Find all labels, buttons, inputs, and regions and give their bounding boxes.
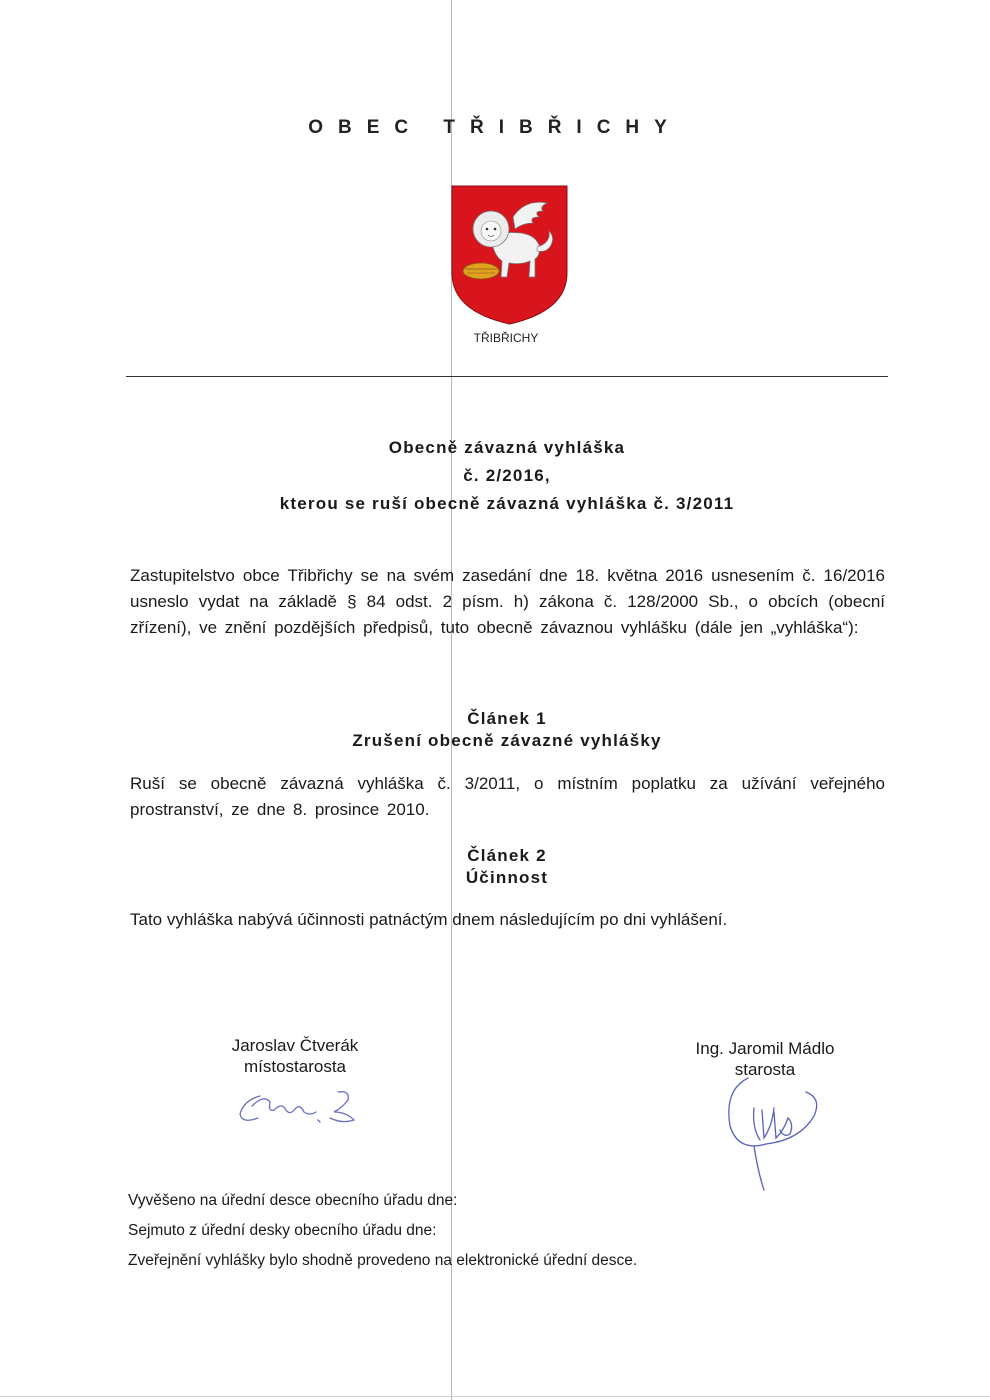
document-subtitle: kterou se ruší obecně závazná vyhláška č. 3/2011 — [279, 494, 735, 513]
crest-caption: TŘIBŘICHY — [473, 331, 539, 345]
article-2-heading: Účinnost — [465, 868, 549, 887]
article-1-number: Článek 1 — [467, 709, 547, 728]
handwritten-signature-icon — [718, 1068, 828, 1193]
article-1-heading: Zrušení obecně závazné vyhlášky — [352, 731, 662, 750]
footer-electronic: Zveřejnění vyhlášky bylo shodně provedeno na elektronické úřední desce. — [128, 1252, 638, 1269]
signature-block-deputy — [190, 1035, 400, 1077]
article-2-number: Článek 2 — [467, 846, 547, 865]
mayor-role: starosta — [734, 1060, 796, 1079]
intro-paragraph: Zastupitelstvo obce Třibřichy se na svém zasedání dne 18. května 2016 usnesením č. 16/2016 usneslo vydat na základě § 84 odst. 2 písm. h) zákona č. 128/2000 Sb., o obcích (obecní zřízení), ve znění pozdějších předpisů, tuto obecně závaznou vyhlášku (dále jen „vyhláška“): — [130, 566, 885, 637]
municipality-name: OBEC TŘIBŘICHY — [308, 117, 682, 138]
document-title: Obecně závazná vyhláška — [388, 438, 626, 457]
deputy-mayor-role: místostarosta — [243, 1057, 347, 1076]
header-divider — [126, 376, 888, 377]
handwritten-signature-icon — [230, 1082, 370, 1132]
mayor-name: Ing. Jaromil Mádlo — [695, 1039, 835, 1058]
document-number: č. 2/2016, — [463, 466, 551, 485]
article-1-text: Ruší se obecně závazná vyhláška č. 3/2011, o místním poplatku za užívání veřejného prostranství, ze dne 8. prosince 2010. — [130, 774, 885, 819]
footer-posted: Vyvěšeno na úřední desce obecního úřadu dne: — [128, 1192, 458, 1209]
lion-crest-icon — [451, 185, 568, 325]
deputy-mayor-name: Jaroslav Čtverák — [231, 1036, 359, 1055]
article-2-text: Tato vyhláška nabývá účinnosti patnáctým dnem následujícím po dni vyhlášení. — [130, 910, 728, 929]
scan-bottom-edge — [0, 1396, 990, 1397]
footer-removed: Sejmuto z úřední desky obecního úřadu dne: — [128, 1222, 437, 1239]
